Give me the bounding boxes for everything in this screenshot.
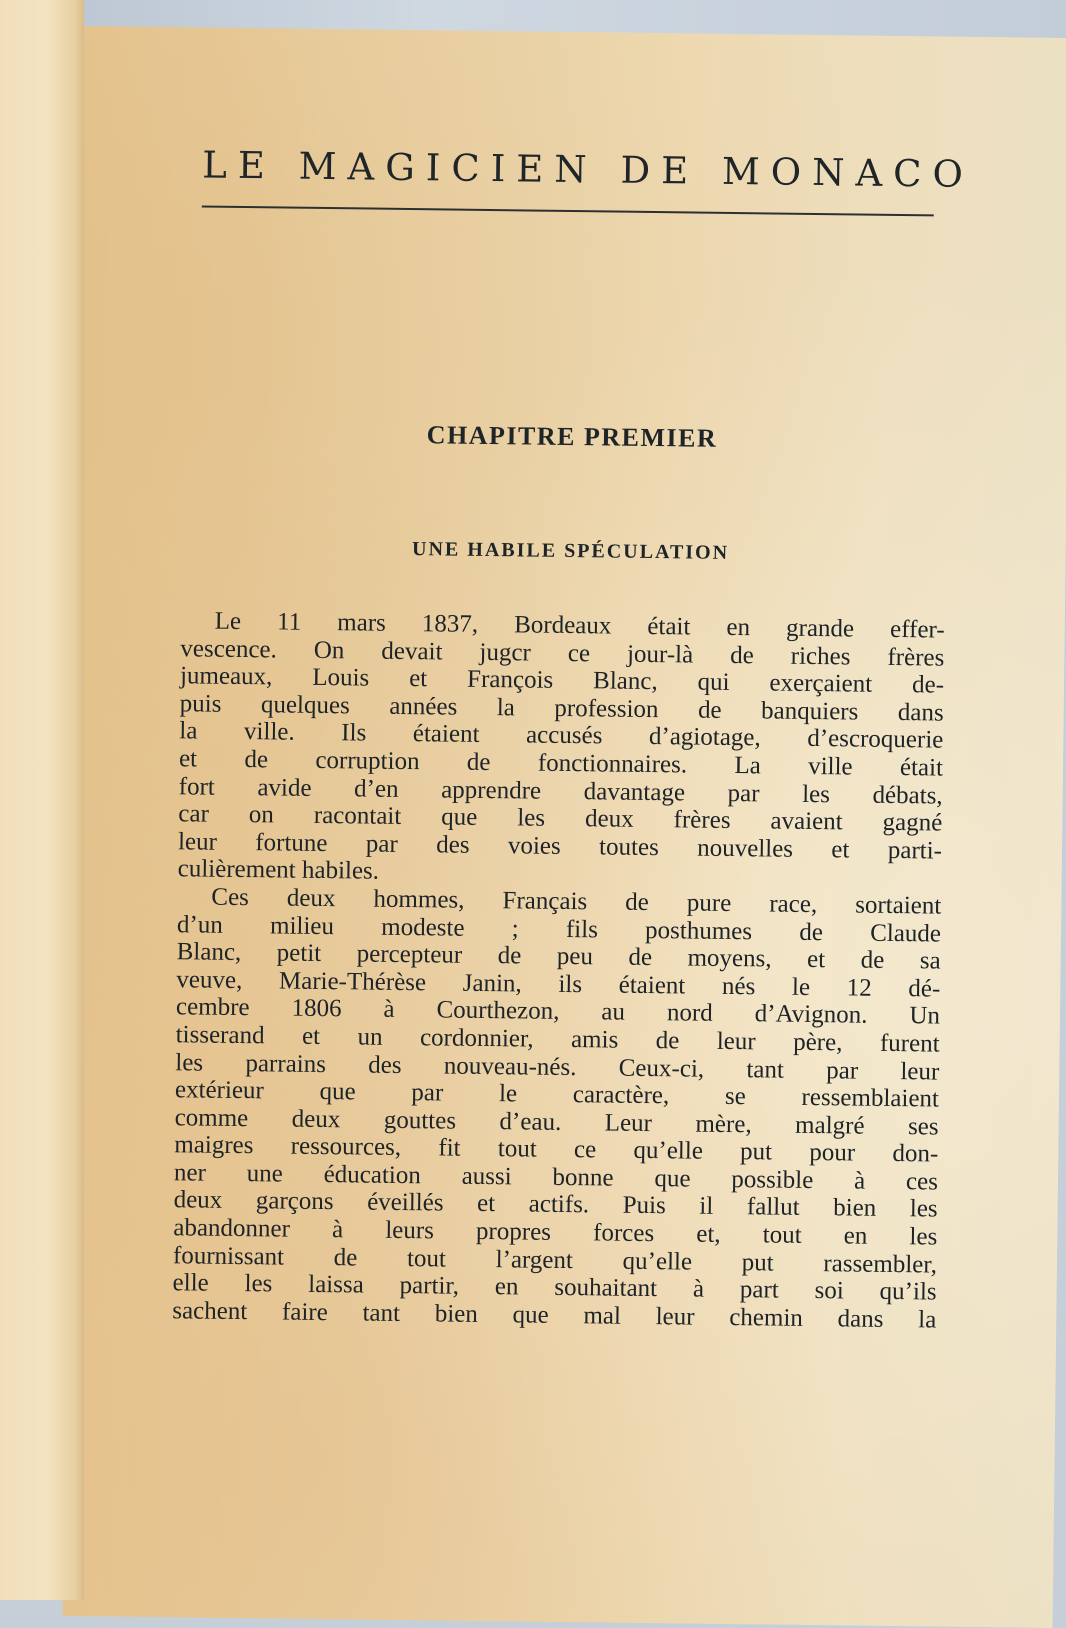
text-line: ner une éducation aussi bonne que possible à ces: [173, 1159, 939, 1196]
text-line: comme deux gouttes d’eau. Leur mère, malgré ses: [174, 1103, 939, 1141]
text-line: les parrains des nouveau-nés. Ceux-ci, tant par leur: [175, 1048, 940, 1086]
text-line: Blanc, petit percepteur de peu de moyens, et de sa: [176, 938, 941, 975]
text-line: la ville. Ils étaient accusés d’agiotage, d’escroquerie: [179, 717, 944, 754]
text-line: puis quelques années la profession de banquiers dans: [179, 690, 944, 727]
text-line: car on racontait que les deux frères avaient gagné: [178, 800, 943, 837]
body-text: [172, 607, 945, 1334]
book-page: [63, 26, 1066, 1628]
text-line: leur fortune par des voies toutes nouvelles et parti-: [177, 827, 943, 865]
text-line: Le 11 mars 1837, Bordeaux était en grande effer-: [214, 607, 945, 644]
text-line: elle les laissa partir, en souhaitant à part soi qu’ils: [172, 1269, 937, 1306]
running-head: LE MAGICIEN DE MONACO: [202, 143, 975, 196]
text-line: Ces deux hommes, Français de pure race, sortaient: [211, 883, 942, 920]
text-line: et de corruption de fonctionnaires. La ville était: [178, 745, 944, 782]
chapter-subtitle: UNE HABILE SPÉCULATION: [411, 538, 730, 564]
text-line: culièrement habiles.: [177, 855, 380, 886]
text-line: fournissant de tout l’argent qu’elle put rassembler,: [172, 1241, 938, 1279]
text-line: tisserand et un cordonnier, amis de leur père, furent: [175, 1021, 940, 1058]
text-line: fort avide d’en apprendre davantage par les débats,: [178, 772, 943, 810]
text-line: vescence. On devait jugcr ce jour-là de riches frères: [180, 634, 945, 672]
previous-page-edge: [0, 0, 84, 1600]
text-line: extérieur que par le caractère, se ressemblaient: [174, 1076, 940, 1113]
text-line: sachent faire tant bien que mal leur chemin dans la: [172, 1297, 937, 1334]
text-line: cembre 1806 à Courthezon, au nord d’Avignon. Un: [175, 993, 941, 1030]
chapter-title: CHAPITRE PREMIER: [426, 420, 718, 453]
paragraph-2: [172, 883, 941, 1334]
text-line: abandonner à leurs propres forces et, tout en les: [173, 1214, 938, 1251]
paragraph-1: [178, 607, 945, 892]
text-line: veuve, Marie-Thérèse Janin, ils étaient nés le 12 dé-: [176, 965, 941, 1003]
text-line: maigres ressources, fit tout ce qu’elle put pour don-: [174, 1131, 939, 1168]
text-line: jumeaux, Louis et François Blanc, qui exerçaient de-: [179, 662, 945, 699]
text-line: deux garçons éveillés et actifs. Puis il fallut bien les: [173, 1186, 938, 1224]
text-line: d’un milieu modeste ; fils posthumes de Claude: [176, 910, 942, 948]
running-head-rule: [202, 205, 934, 216]
